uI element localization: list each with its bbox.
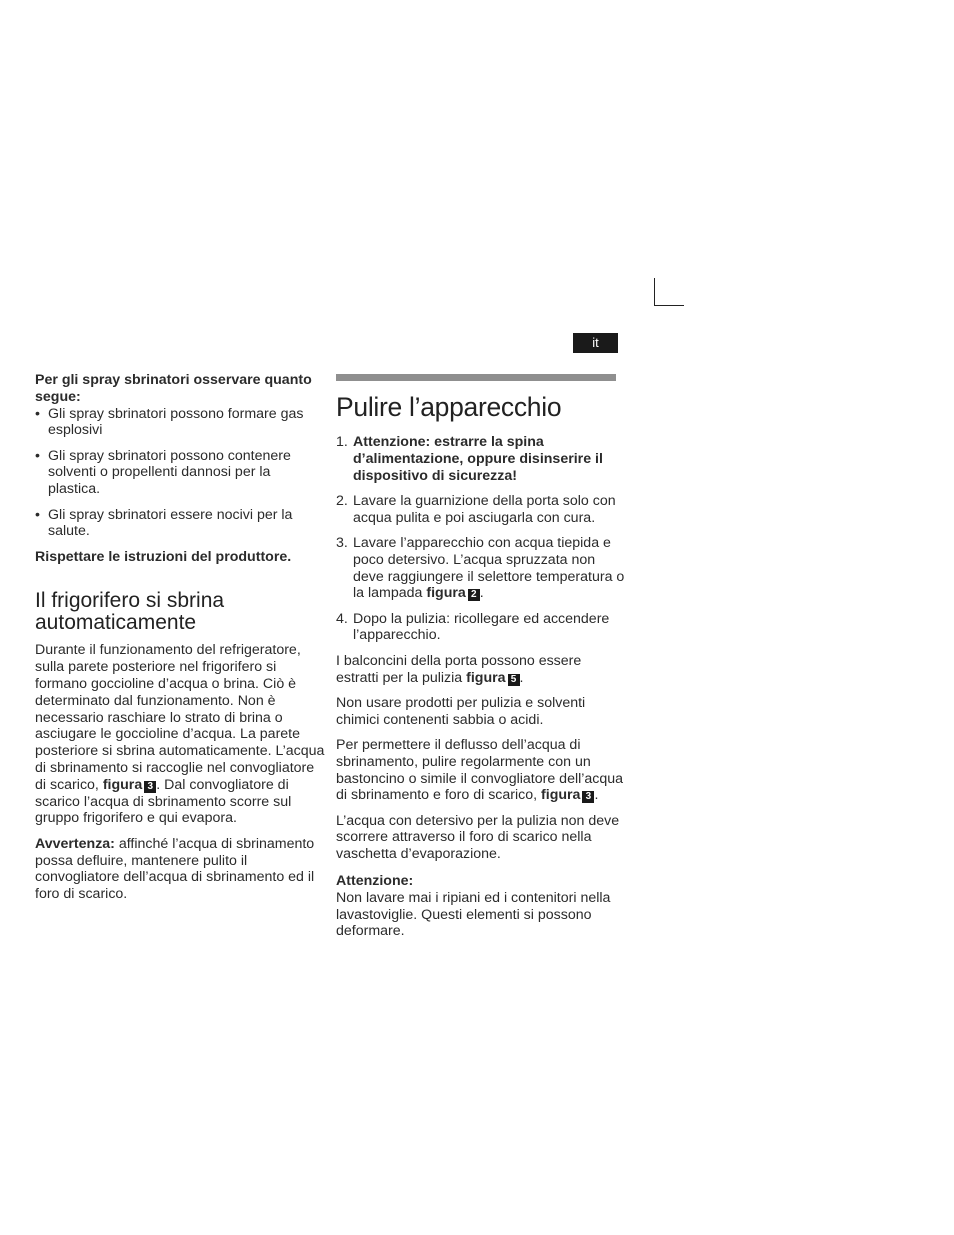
manufacturer-note: Rispettare le istruzioni del produttore. bbox=[35, 548, 292, 565]
crop-mark-horizontal bbox=[654, 305, 684, 306]
step-text: Lavare la guarnizione della porta solo con acqua pulita e poi asciugarla con cura. bbox=[353, 492, 616, 526]
step-text: Lavare l’apparecchio con acqua tiepida e poco detersivo. L’acqua spruzzata non deve raggiungere il selettore temperatura o la lampada bbox=[353, 534, 625, 602]
attention-label: Attenzione: bbox=[336, 873, 414, 890]
warning-label: Avvertenza: bbox=[35, 835, 115, 852]
step-item bbox=[336, 535, 626, 602]
warning-text: affinché l’acqua di sbrinamento possa defluire, mantenere pulito il convogliatore dell’acqua di sbrinamento ed il foro di scarico. bbox=[35, 835, 315, 903]
defrost-paragraph bbox=[35, 642, 325, 827]
step-item bbox=[336, 611, 626, 645]
figure-reference-label: figura bbox=[426, 585, 466, 602]
right-column bbox=[336, 374, 626, 940]
section-title-defrost: Il frigorifero si sbrina automaticamente bbox=[35, 589, 225, 635]
drain-paragraph bbox=[336, 737, 626, 804]
door-shelves-text: I balconcini della porta possono essere estratti per la pulizia bbox=[336, 652, 582, 686]
door-shelves-paragraph bbox=[336, 653, 626, 687]
page-title: Pulire l’apparecchio bbox=[336, 392, 562, 422]
list-item: • Gli spray sbrinatori essere nocivi per la salute. bbox=[35, 507, 325, 541]
figure-number-badge: 5 bbox=[508, 674, 520, 686]
step-number: 3. bbox=[336, 534, 348, 551]
step-text: Dopo la pulizia: ricollegare ed accendere l’apparecchio. bbox=[353, 610, 610, 644]
step-number: 2. bbox=[336, 492, 348, 509]
warning-paragraph bbox=[35, 836, 325, 903]
section-rule bbox=[336, 374, 616, 381]
drain-tail: . bbox=[594, 787, 599, 804]
detergent-paragraph: L’acqua con detersivo per la pulizia non deve scorrere attraverso il foro di scarico nella vaschetta d’evaporazione. bbox=[336, 812, 620, 863]
drain-text: Per permettere il deflusso dell’acqua di sbrinamento, pulire regolarmente con un bastoncino o simile il convogliatore dell’acqua di sbrinamento e foro di scarico, bbox=[336, 736, 624, 804]
step-number: 4. bbox=[336, 610, 348, 627]
step-item bbox=[336, 493, 626, 527]
figure-reference-label: figura bbox=[102, 776, 143, 793]
door-shelves-tail: . bbox=[519, 669, 524, 686]
products-paragraph: Non usare prodotti per pulizia e solventi chimici contenenti sabbia o acidi. bbox=[336, 694, 586, 728]
step-item bbox=[336, 434, 626, 484]
step-text: Attenzione: estrarre la spina d’alimentazione, oppure disinserire il dispositivo di sicurezza! bbox=[353, 434, 603, 484]
figure-number-badge: 3 bbox=[144, 781, 156, 793]
spray-warning-list bbox=[35, 406, 325, 541]
defrost-text-a: Durante il funzionamento del refrigeratore, sulla parete posteriore nel frigorifero si formano goccioline d’acqua o brina. Ciò è determinato dal funzionamento. Non è necessario raschiare lo strato di brina o asciugare le goccioline d’acqua. La parete posteriore si sbrina automaticamente. L’acqua di sbrinamento si raccoglie nel convogliatore di scarico, bbox=[35, 642, 325, 793]
cleaning-steps bbox=[336, 434, 626, 644]
figure-reference-label: figura bbox=[466, 669, 506, 686]
spray-intro: Per gli spray sbrinatori osservare quanto segue: bbox=[35, 372, 312, 405]
list-item: • Gli spray sbrinatori possono contenere solventi o propellenti dannosi per la plastica. bbox=[35, 448, 325, 498]
language-badge: it bbox=[573, 333, 618, 353]
step-tail: . bbox=[479, 585, 484, 602]
figure-number-badge: 3 bbox=[582, 791, 594, 803]
attention-text: Non lavare mai i ripiani ed i contenitori nella lavastoviglie. Questi elementi si possono deformare. bbox=[336, 889, 611, 940]
crop-mark-vertical bbox=[654, 278, 655, 306]
list-item: • Gli spray sbrinatori possono formare gas esplosivi bbox=[35, 406, 325, 440]
left-column bbox=[35, 372, 325, 903]
figure-reference-label: figura bbox=[541, 787, 581, 804]
figure-number-badge: 2 bbox=[468, 589, 480, 601]
defrost-text-b: . Dal convogliatore di scarico l’acqua di sbrinamento scorre sul gruppo frigorifero e qui evapora. bbox=[35, 776, 292, 827]
step-number: 1. bbox=[336, 434, 348, 450]
